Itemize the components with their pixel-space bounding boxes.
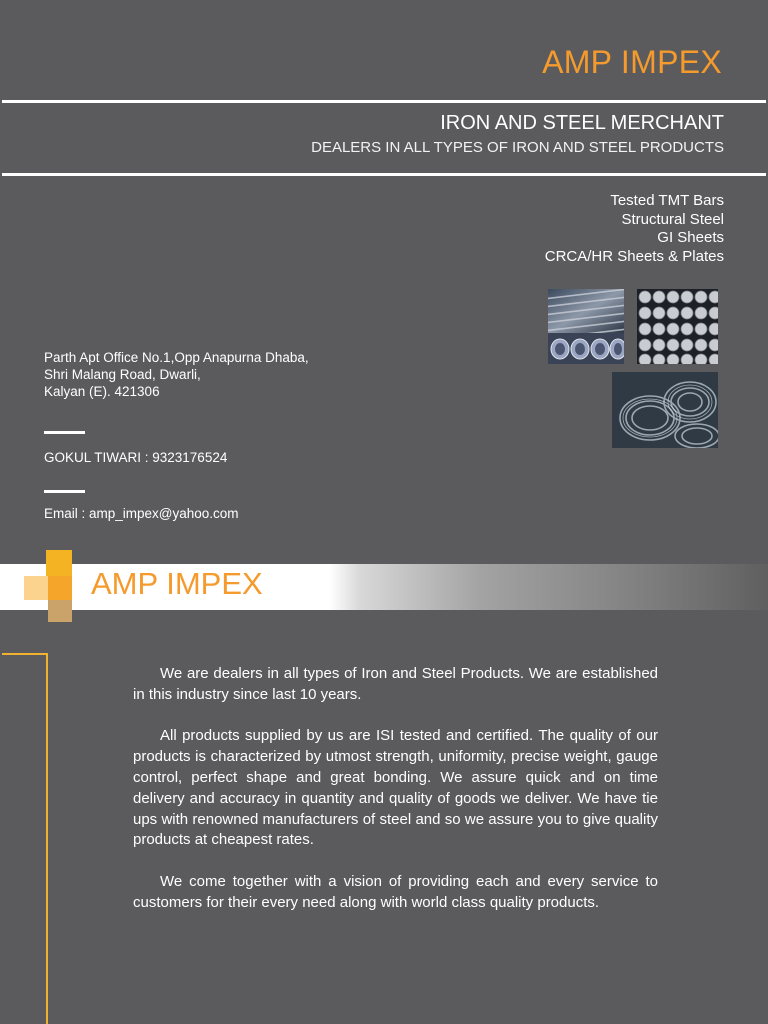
address-line: Parth Apt Office No.1,Opp Anapurna Dhaba, [44,350,309,365]
divider-bottom [2,173,766,176]
product-item: Structural Steel [621,210,724,228]
about-paragraph: We come together with a vision of providing each and every service to customers for their every need along with world class quality products. [133,872,658,911]
about-paragraph: All products supplied by us are ISI tested and certified. The quality of our products is characterized by utmost strength, uniformity, precise weight, gauge control, perfect shape and great bonding. We assure quick and on time delivery and accuracy in quantity and quality of goods we deliver. We have tie ups with renowned manufacturers of steel and so we assure you to give quality products at cheapest rates. [133,727,658,849]
banner-title: AMP IMPEX [91,566,263,601]
divider-top [2,100,766,103]
separator-dash [44,431,85,434]
wire-coil-photo [612,372,718,448]
frame-line-top [2,653,48,655]
separator-dash [44,490,85,493]
brand-title: AMP IMPEX [542,44,722,80]
rebar-photo [548,289,624,364]
about-paragraph: We are dealers in all types of Iron and Steel Products. We are established in this industry since last 10 years. [133,665,658,703]
about-text [133,664,658,934]
sub-tagline: DEALERS IN ALL TYPES OF IRON AND STEEL PRODUCTS [311,139,724,156]
steel-rods-photo [637,289,718,364]
address-line: Shri Malang Road, Dwarli, [44,367,201,382]
contact-email: Email : amp_impex@yahoo.com [44,506,239,521]
tagline: IRON AND STEEL MERCHANT [440,112,724,134]
product-item: Tested TMT Bars [610,192,724,209]
frame-line-left [46,653,48,1024]
contact-phone: GOKUL TIWARI : 9323176524 [44,450,228,465]
product-item: CRCA/HR Sheets & Plates [544,247,724,265]
address-block [44,349,309,400]
address-line: Kalyan (E). 421306 [44,384,160,399]
product-item: GI Sheets [657,229,724,246]
product-list [545,192,724,266]
